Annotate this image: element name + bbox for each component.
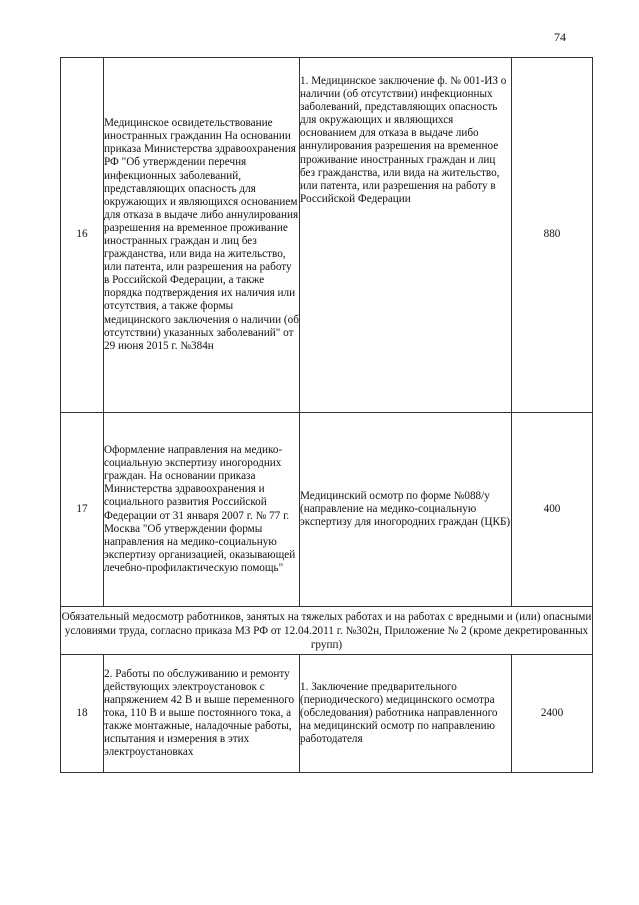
row-number: 16 xyxy=(61,58,104,413)
service-text: Оформление направления на медико-социальную экспертизу иногородних граждан. На основании приказа Министерства здравоохранения и социального развития Российской Федерации от 31 января 2007 г. № 77 г. Москва "Об утверждении формы направления на медико-социальную экспертизу организацией, оказывающей лечебно-профилактическую помощь" xyxy=(104,444,296,574)
table-row xyxy=(61,58,593,413)
page-number: 74 xyxy=(554,30,566,44)
service-text: Медицинское освидетельствование иностранных гражданин На основании приказа Министерства здравоохранения РФ "Об утверждении перечня инфекционных заболеваний, представляющих опасность для окружающих и являющихся основанием для отказа в выдаче либо аннулирования разрешения на временное проживание иностранных граждан и лиц без гражданства, или вида на жительство, или патента, или разрешения на работу в Российской Федерации, а также порядка подтверждения их наличия или отсутствия, а также формы медицинского заключения о наличии (об отсутствии) указанных заболеваний" от 29 июня 2015 г. №384н xyxy=(104,117,299,352)
section-heading-row xyxy=(61,607,593,655)
result-text: Медицинский осмотр по форме №088/у (направление на медико-социальную экспертизу для иногородних граждан (ЦКБ) xyxy=(300,489,511,529)
price-cell: 400 xyxy=(512,413,593,607)
price-cell: 2400 xyxy=(512,655,593,773)
service-description xyxy=(104,413,300,607)
service-text: 2. Работы по обслуживанию и ремонту действующих электроустановок с напряжением 42 В и выше переменного тока, 110 В и выше постоянного тока, а также монтажные, наладочные работы, испытания и измерения в этих электроустановках xyxy=(104,667,295,759)
services-price-table xyxy=(60,57,593,773)
table-row xyxy=(61,655,593,773)
result-text: 1. Медицинское заключение ф. № 001-ИЗ о наличии (об отсутствии) инфекционных заболеваний, представляющих опасность для окружающих и являющихся основанием для отказа в выдаче либо аннулирования разрешения на временное проживание иностранных граждан и лиц без гражданства, или вида на жительство, или патента, или разрешения на работу в Российской Федерации xyxy=(300,75,507,205)
section-heading: Обязательный медосмотр работников, занятых на тяжелых работах и на работах с вредными и (или) опасными условиями труда, согласно приказа МЗ РФ от 12.04.2011 г. №302н, Приложение № 2 (кроме декретированных групп) xyxy=(61,607,593,655)
result-document xyxy=(300,58,512,413)
service-description xyxy=(104,58,300,413)
result-text: 1. Заключение предварительного (периодического) медицинского осмотра (обследования) работника направленного на медицинский осмотр по направлению работодателя xyxy=(300,680,498,746)
price-cell: 880 xyxy=(512,58,593,413)
table-row xyxy=(61,413,593,607)
result-document xyxy=(300,413,512,607)
result-document xyxy=(300,655,512,773)
row-number: 17 xyxy=(61,413,104,607)
row-number: 18 xyxy=(61,655,104,773)
service-description xyxy=(104,655,300,773)
